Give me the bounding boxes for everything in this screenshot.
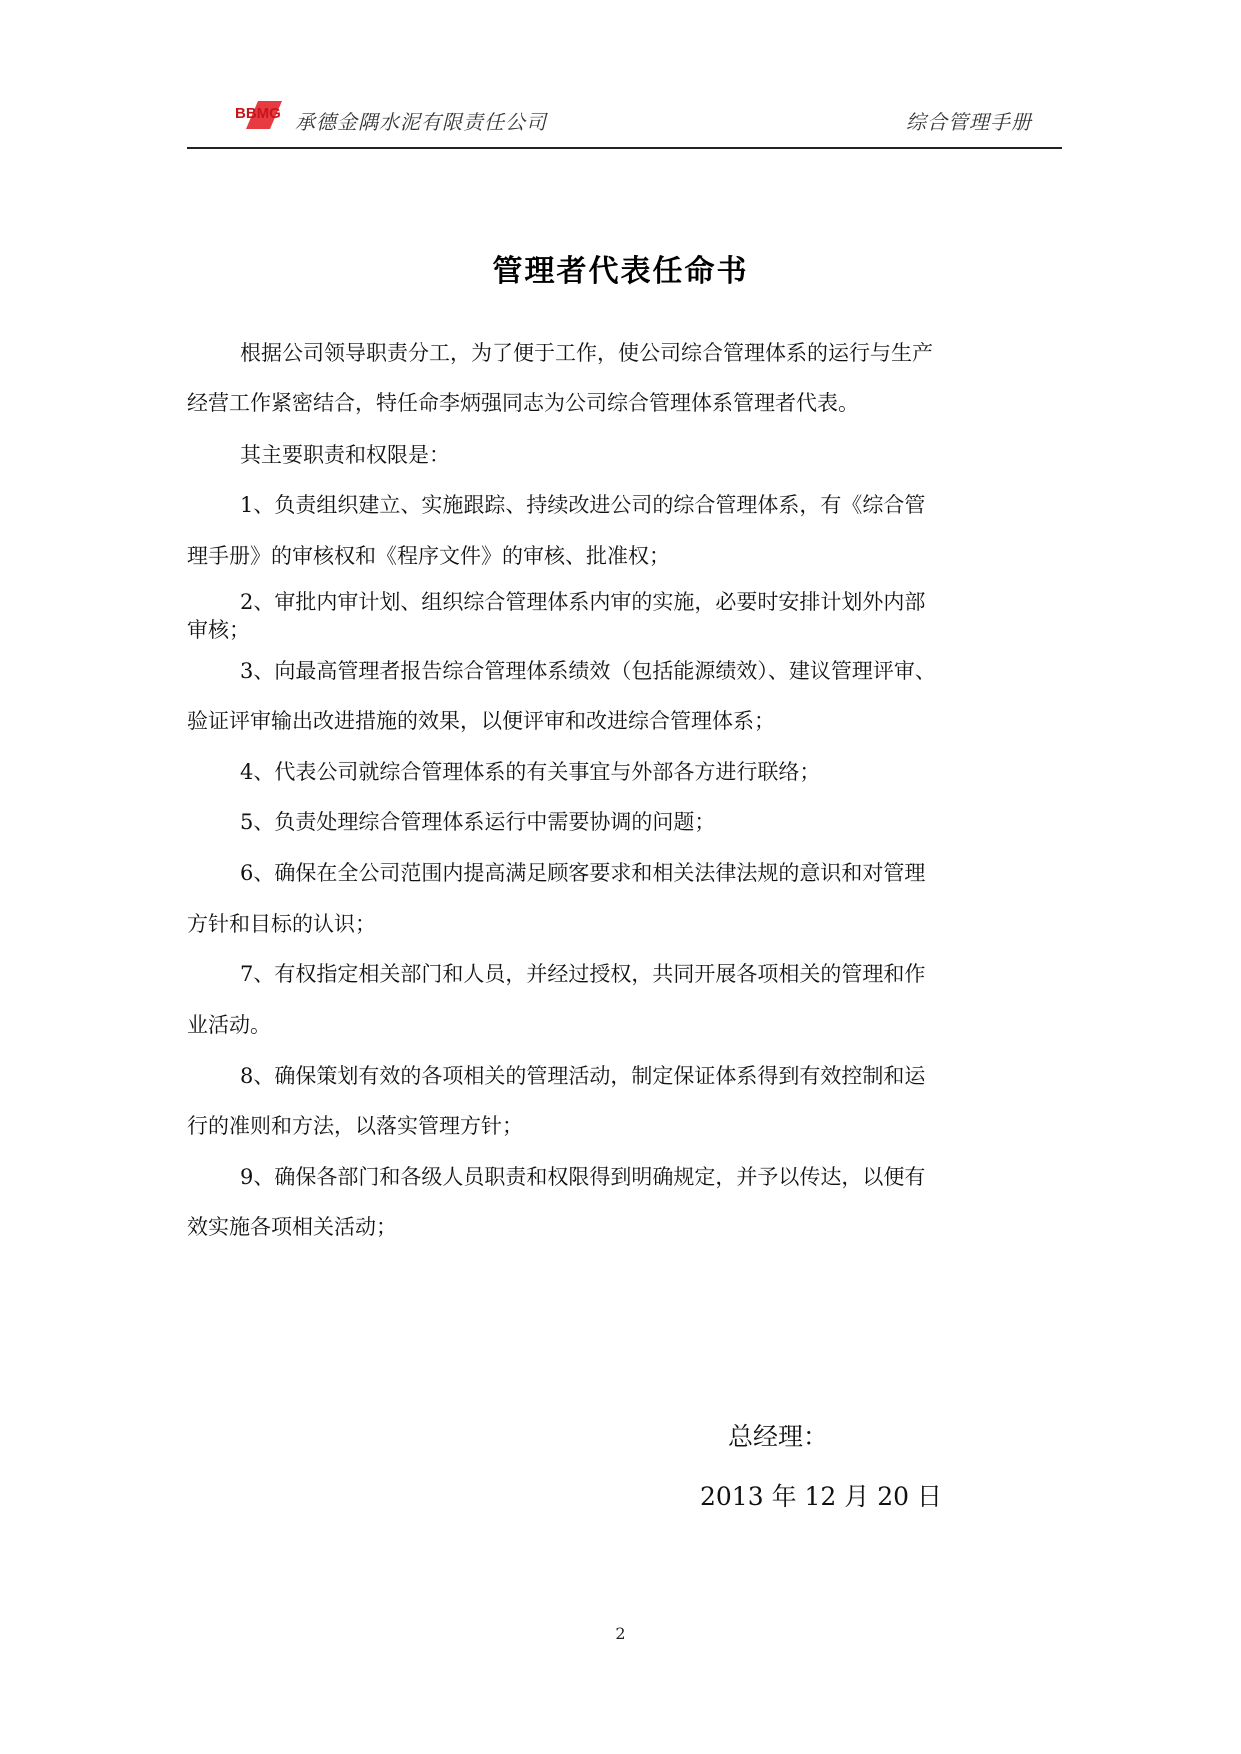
duty-9-line-1: 9、确保各部门和各级人员职责和权限得到明确规定，并予以传达，以便有 <box>240 1165 926 1189</box>
duties-heading: 其主要职责和权限是： <box>240 443 450 467</box>
duty-6-line-2: 方针和目标的认识； <box>187 912 376 936</box>
duty-3-line-1: 3、向最高管理者报告综合管理体系绩效（包括能源绩效）、建议管理评审、 <box>240 659 936 683</box>
bbmg-logo <box>232 98 292 132</box>
logo-text: BBMG <box>235 105 281 122</box>
intro-line-2: 经营工作紧密结合，特任命李炳强同志为公司综合管理体系管理者代表。 <box>187 391 859 415</box>
duty-5: 5、负责处理综合管理体系运行中需要协调的问题； <box>240 810 716 834</box>
manual-name: 综合管理手册 <box>906 110 1032 134</box>
duty-8-line-1: 8、确保策划有效的各项相关的管理活动，制定保证体系得到有效控制和运 <box>240 1064 926 1088</box>
page-number: 2 <box>615 1624 626 1643</box>
page-header <box>187 86 1062 150</box>
duty-9-line-2: 效实施各项相关活动； <box>187 1215 397 1239</box>
signature-date: 2013 年 12 月 20 日 <box>700 1482 942 1511</box>
duty-7-line-2: 业活动。 <box>187 1013 271 1037</box>
duty-1-line-1: 1、负责组织建立、实施跟踪、持续改进公司的综合管理体系，有《综合管 <box>240 493 926 517</box>
duty-2-line-1: 2、审批内审计划、组织综合管理体系内审的实施，必要时安排计划外内部 <box>240 590 926 614</box>
company-name: 承德金隅水泥有限责任公司 <box>295 110 547 134</box>
duty-8-line-2: 行的准则和方法，以落实管理方针； <box>187 1114 523 1138</box>
header-rule <box>187 147 1062 149</box>
duty-3-line-2: 验证评审输出改进措施的效果，以便评审和改进综合管理体系； <box>187 709 775 733</box>
signature-role: 总经理： <box>728 1422 829 1451</box>
duty-6-line-1: 6、确保在全公司范围内提高满足顾客要求和相关法律法规的意识和对管理 <box>240 861 926 885</box>
duty-7-line-1: 7、有权指定相关部门和人员，并经过授权，共同开展各项相关的管理和作 <box>240 962 926 986</box>
intro-line-1: 根据公司领导职责分工，为了便于工作，使公司综合管理体系的运行与生产 <box>240 341 933 365</box>
duty-2-line-2: 审核； <box>187 618 250 642</box>
document-title: 管理者代表任命书 <box>492 254 749 289</box>
duty-1-line-2: 理手册》的审核权和《程序文件》的审核、批准权； <box>187 544 670 568</box>
duty-4: 4、代表公司就综合管理体系的有关事宜与外部各方进行联络； <box>240 760 821 784</box>
